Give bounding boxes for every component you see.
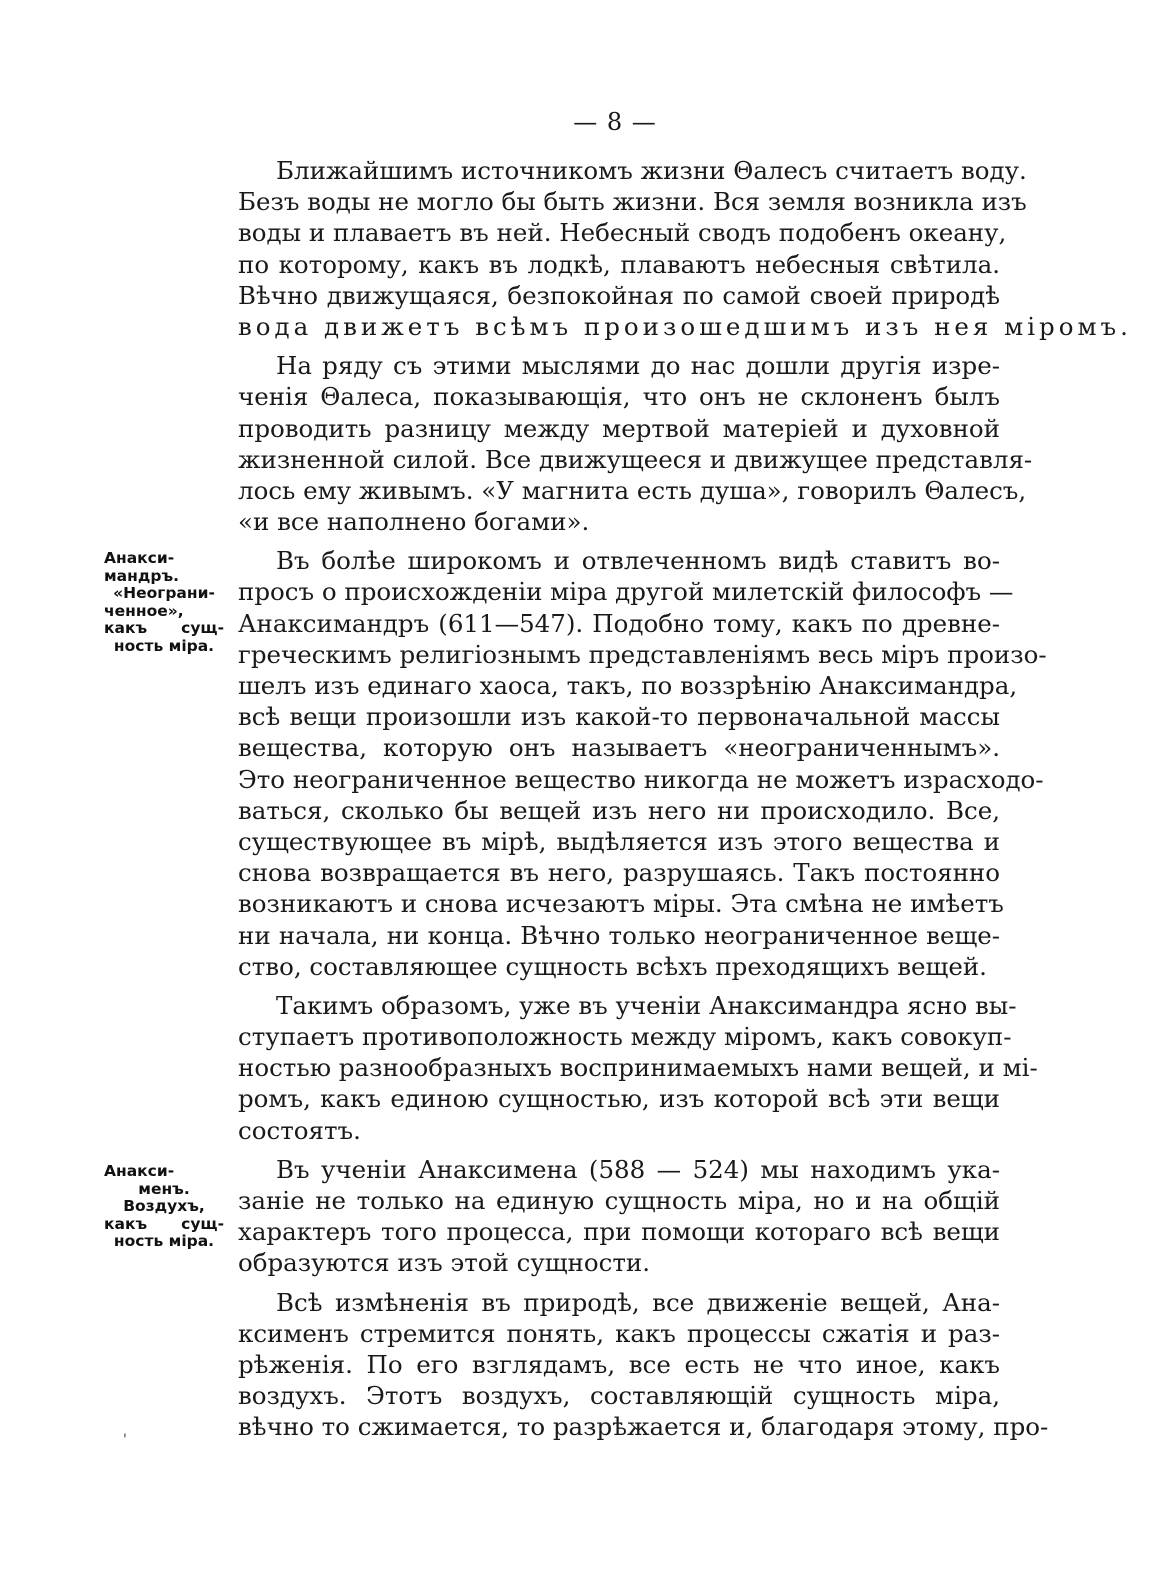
text-line: греческимъ религіознымъ представленіямъ весь міръ произо- [238,639,1047,669]
text-line: Въ ученіи Анаксимена (588 — 524) мы находимъ ука- [276,1154,1000,1184]
text-line: Безъ воды не могло бы быть жизни. Вся земля возникла изъ [238,187,1027,217]
text-line: снова возвращается въ него, разрушаясь. Такъ постоянно [238,858,1000,888]
text-line: лось ему живымъ. «У магнита есть душа», говорилъ Θалесъ, [238,475,1027,505]
side-note-line: ность міра. [113,1232,215,1250]
text-line: всѣ вещи произошли изъ какой-то первоначальной массы [238,702,1000,732]
paragraph-anaximander [238,545,1047,982]
text-line: Въ болѣе широкомъ и отвлеченномъ видѣ ставитъ во- [276,546,1000,576]
text-line: ченія Θалеса, показывающія, что онъ не склоненъ былъ [238,382,1000,412]
text-line: Такимъ образомъ, уже въ ученіи Анаксимандра ясно вы- [276,990,1017,1020]
side-note-line: Анакси- [104,549,175,567]
text-line: Вѣчно движущаяся, безпокойная по самой своей природѣ [238,280,1000,310]
main-text [238,155,1132,1443]
text-line: вещества, которую онъ называетъ «неограниченнымъ». [238,733,1000,763]
text-line: характеръ того процесса, при помощи котораго всѣ вещи [238,1217,1000,1247]
paragraph-anaximenes-air [238,1287,1049,1443]
text-line: жизненной силой. Все движущееся и движущее представля- [238,444,1033,474]
side-note-anaximenes [104,1163,224,1251]
side-note-line: Воздухъ, [123,1197,205,1215]
text-line: заніе не только на единую сущность міра, но и на общій [238,1186,1000,1215]
side-note-line: какъ сущ- [104,1214,224,1233]
text-line: рѣженія. По его взглядамъ, все есть не что иное, какъ [238,1349,1000,1379]
paragraph-thales-soul [238,350,1033,537]
stray-mark: ' [123,1432,127,1448]
text-line: ксименъ стремится понять, какъ процессы сжатія и раз- [238,1318,1000,1348]
text-line: ни начала, ни конца. Вѣчно только неограниченное веще- [238,920,1000,950]
side-note-line: мандръ. [104,566,179,585]
side-note-line: Анакси- [104,1162,175,1180]
text-line: Анаксимандръ (611—547). Подобно тому, какъ по древне- [238,608,1000,638]
text-line: состоятъ. [238,1115,361,1145]
text-line: ностью разнообразныхъ воспринимаемыхъ нами вещей, и мі- [238,1053,1038,1083]
text-line: воздухъ. Этотъ воздухъ, составляющій сущность міра, [238,1381,1000,1411]
text-line: «и все наполнено богами». [238,507,590,537]
text-line: шелъ изъ единаго хаоса, такъ, по воззрѣнію Анаксимандра, [238,671,1018,700]
text-line: проводить разницу между мертвой матеріей и духовной [238,413,1000,443]
text-line: Ближайшимъ источникомъ жизни Θалесъ считаетъ воду. [276,156,1027,185]
text-line: образуются изъ этой сущности. [238,1248,651,1278]
text-line: возникаютъ и снова исчезаютъ міры. Эта смѣна не имѣетъ [238,889,1004,919]
side-note-line: «Неограни- [113,584,215,602]
text-line: вѣчно то сжимается, то разрѣжается и, благодаря этому, про- [238,1412,1049,1442]
side-note-line: какъ сущ- [104,619,224,637]
paragraph-thales-water [238,155,1132,342]
side-note-line: ченное», [104,601,184,620]
side-note-line: менъ. [138,1179,190,1198]
text-line: вода движетъ всѣмъ произошедшимъ изъ нея міромъ. [238,311,1132,341]
paragraph-anaximander-summary [238,990,1038,1146]
side-note-anaximander [104,550,224,655]
text-line: просъ о происхожденіи міра другой милетскій философъ — [238,577,1014,607]
text-line: по которому, какъ въ лодкѣ, плаваютъ небесныя свѣтила. [238,249,1000,279]
paragraph-anaximenes [238,1154,1000,1279]
text-line: Это неограниченное вещество никогда не можетъ израсходо- [238,764,1044,794]
text-line: существующее въ мірѣ, выдѣляется изъ этого вещества и [238,826,1000,856]
text-line: ство, составляющее сущность всѣхъ преходящихъ вещей. [238,951,987,981]
text-line: воды и плаваетъ въ ней. Небесный сводъ подобенъ океану, [238,218,1007,248]
text-line: ваться, сколько бы вещей изъ него ни происходило. Все, [238,795,1000,825]
text-line: ромъ, какъ единою сущностью, изъ которой всѣ эти вещи [238,1084,1000,1114]
text-line: ступаетъ противоположность между міромъ, какъ совокуп- [238,1022,1012,1052]
page-number: — 8 — [573,108,657,136]
text-line: Всѣ измѣненія въ природѣ, все движеніе вещей, Ана- [276,1287,1000,1317]
text-line: На ряду съ этими мыслями до нас дошли другія изре- [276,351,1000,381]
side-note-line: ность міра. [113,636,215,655]
